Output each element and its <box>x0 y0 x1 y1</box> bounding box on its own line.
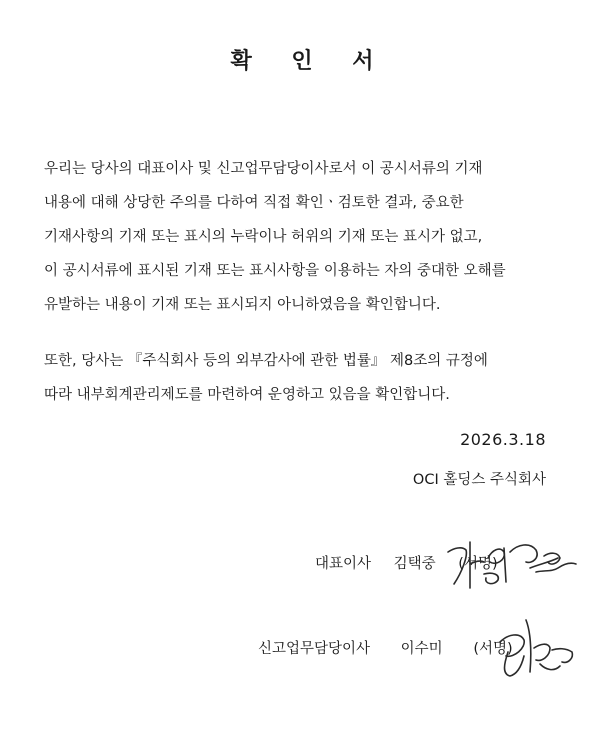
internal-control-paragraph <box>44 344 574 412</box>
paragraph-line: 우리는 당사의 대표이사 및 신고업무담당이사로서 이 공시서류의 기재 <box>44 161 483 177</box>
paragraph-line: 내용에 대해 상당한 주의를 다하여 직접 확인ㆍ검토한 결과, 중요한 <box>44 195 464 211</box>
paragraph-line: 기재사항의 기재 또는 표시의 누락이나 허위의 기재 또는 표시가 없고, <box>44 229 483 245</box>
ceo-signature-icon <box>440 522 590 602</box>
signer-disclosure-officer <box>258 637 513 658</box>
signer-name: 이수미 <box>400 641 443 657</box>
handwritten-date: 2026.3.18 <box>460 430 546 449</box>
officer-signature-icon <box>490 612 580 692</box>
paragraph-line: 유발하는 내용이 기재 또는 표시되지 아니하였음을 확인합니다. <box>44 297 441 313</box>
signer-role: 대표이사 <box>315 556 372 572</box>
paragraph-line: 따라 내부회계관리제도를 마련하여 운영하고 있음을 확인합니다. <box>44 387 450 403</box>
signer-name: 김택중 <box>393 556 436 572</box>
paragraph-line: 또한, 당사는 『주식회사 등의 외부감사에 관한 법률』 제8조의 규정에 <box>44 353 488 369</box>
signer-role: 신고업무담당이사 <box>258 641 371 657</box>
paragraph-line: 이 공시서류에 표시된 기재 또는 표시사항을 이용하는 자의 중대한 오해를 <box>44 263 506 279</box>
document-title: 확 인 서 <box>230 49 390 74</box>
signature-placeholder: (서명) <box>458 556 498 572</box>
company-name: OCI 홀딩스 주식회사 <box>412 472 546 488</box>
signature-placeholder: (서명) <box>473 641 513 657</box>
confirmation-paragraph <box>44 152 574 322</box>
